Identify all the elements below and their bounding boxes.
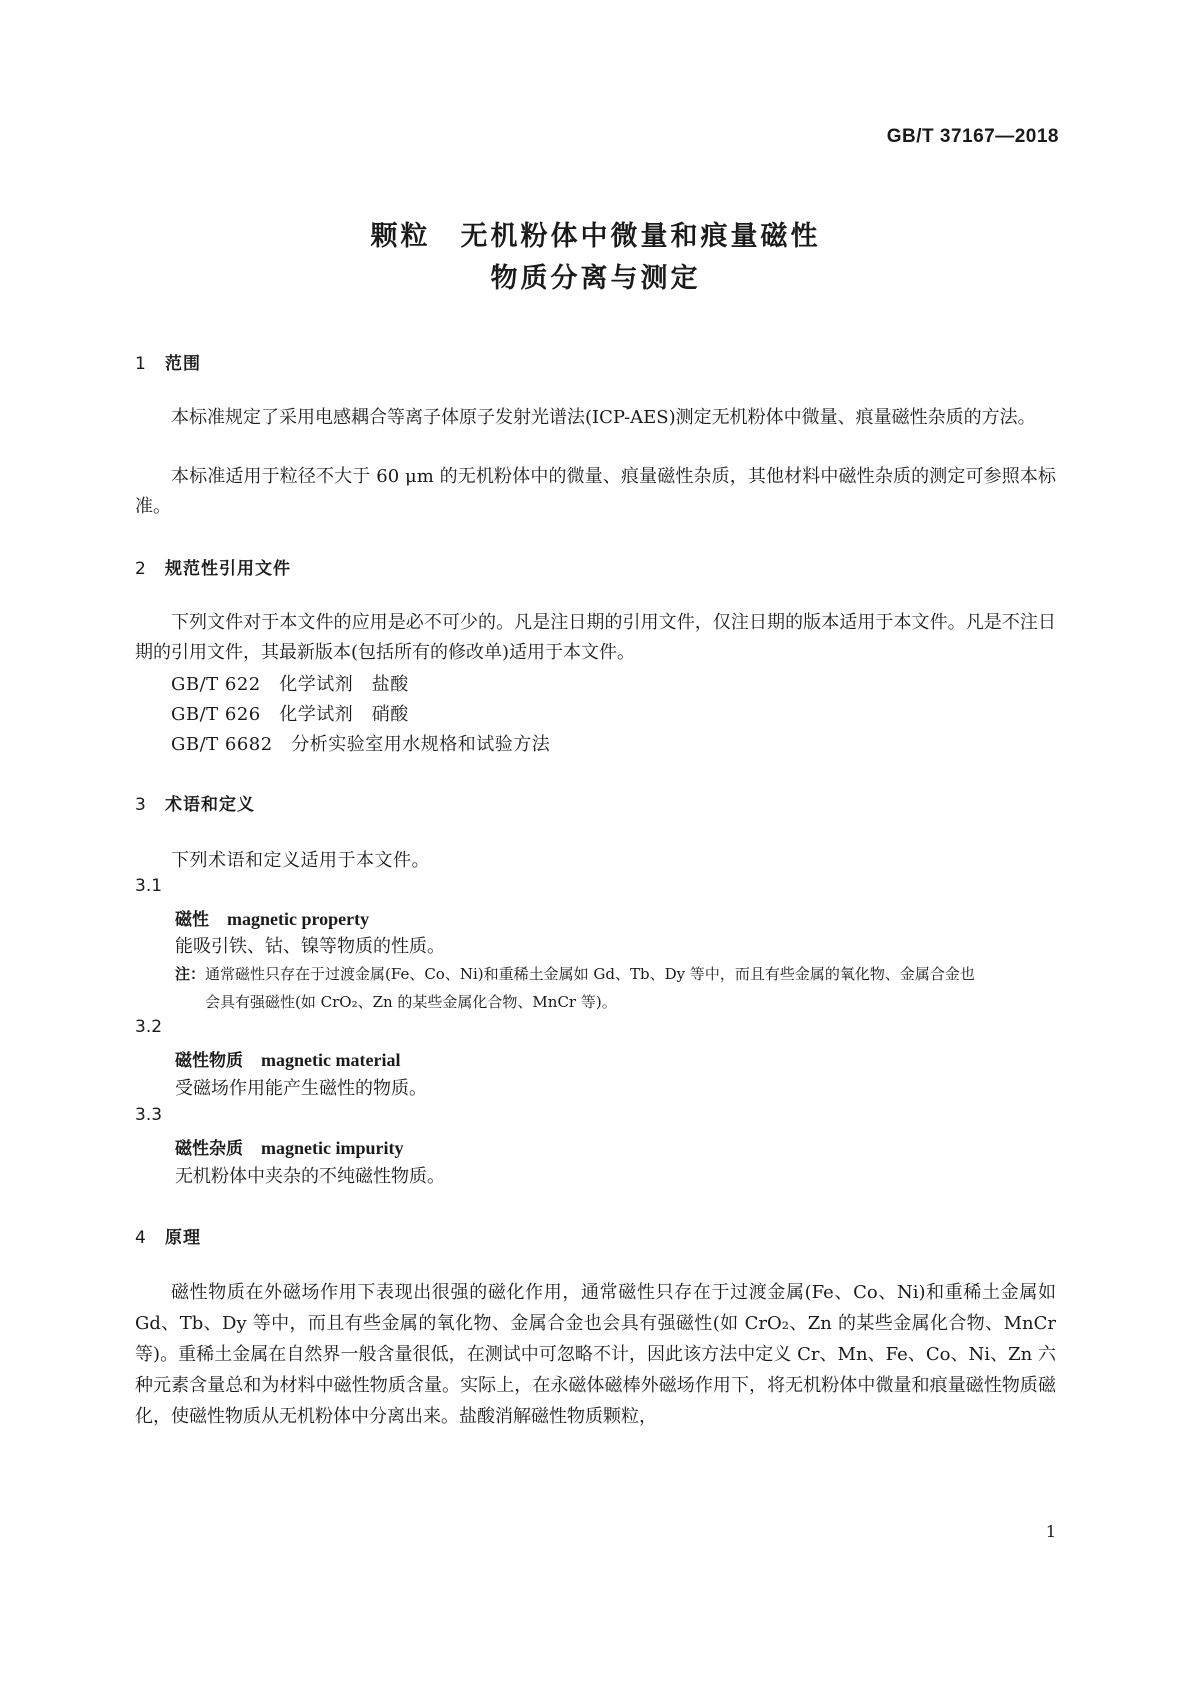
reference-item: GB/T 622 化学试剂 盐酸: [171, 674, 409, 695]
term-en: magnetic material: [261, 1050, 401, 1070]
section-title: 规范性引用文件: [165, 559, 291, 579]
term-heading: [175, 1046, 400, 1071]
section-4-heading: [135, 1223, 201, 1248]
note-label: 注：: [175, 965, 206, 983]
paragraph: 下列文件对于本文件的应用是必不可少的。凡是注日期的引用文件，仅注日期的版本适用于本文件。凡是不注日期的引用文件，其最新版本(包括所有的修改单)适用于本文件。: [135, 612, 1056, 663]
term-en: magnetic impurity: [261, 1138, 404, 1158]
term-number: 3.2: [135, 1017, 163, 1037]
term-definition: 无机粉体中夹杂的不纯磁性物质。: [175, 1166, 445, 1187]
term-zh: 磁性: [175, 910, 209, 930]
term-zh: 磁性物质: [175, 1051, 243, 1071]
section-number: 1: [135, 354, 147, 374]
section-2-heading: [135, 554, 291, 579]
reference-item: GB/T 626 化学试剂 硝酸: [171, 704, 409, 725]
term-definition: 受磁场作用能产生磁性的物质。: [175, 1078, 427, 1099]
term-number: 3.1: [135, 876, 163, 896]
note-text: 通常磁性只存在于过渡金属(Fe、Co、Ni)和重稀土金属如 Gd、Tb、Dy 等中，而且有些金属的氧化物、金属合金也: [205, 965, 975, 983]
term-heading: [175, 905, 369, 930]
term-definition: 能吸引铁、钴、镍等物质的性质。: [175, 936, 445, 957]
reference-item: GB/T 6682 分析实验室用水规格和试验方法: [171, 734, 551, 755]
section-3-heading: [135, 790, 255, 815]
standard-code: GB/T 37167—2018: [886, 126, 1059, 147]
paragraph: 磁性物质在外磁场作用下表现出很强的磁化作用，通常磁性只存在于过渡金属(Fe、Co、Ni)和重稀土金属如 Gd、Tb、Dy 等中，而且有些金属的氧化物、金属合金也会具有强磁性(如 CrO₂、Zn 的某些金属化合物、MnCr 等)。重稀土金属在自然界一般含量很低，在测试中可忽略不计，因此该方法中定义 Cr、Mn、Fe、Co、Ni、Zn 六种元素含量总和为材料中磁性物质含量。实际上，在永磁体磁棒外磁场作用下，将无机粉体中微量和痕量磁性物质磁化，使磁性物质从无机粉体中分离出来。盐酸消解磁性物质颗粒，: [135, 1282, 1056, 1427]
term-zh: 磁性杂质: [175, 1139, 243, 1159]
document-title-line-2: 物质分离与测定: [490, 263, 701, 294]
section-1-heading: [135, 349, 201, 374]
term-note: [175, 960, 1055, 1016]
section-title: 原理: [165, 1228, 201, 1248]
section-title: 术语和定义: [165, 795, 255, 815]
term-heading: [175, 1134, 403, 1159]
term-number: 3.3: [135, 1105, 163, 1125]
paragraph: 本标准适用于粒径不大于 60 μm 的无机粉体中的微量、痕量磁性杂质，其他材料中磁性杂质的测定可参照本标准。: [135, 466, 1056, 517]
page-number: 1: [1045, 1522, 1056, 1541]
section-number: 4: [135, 1228, 147, 1248]
section-number: 2: [135, 559, 147, 579]
note-text: 会具有强磁性(如 CrO₂、Zn 的某些金属化合物、MnCr 等)。: [205, 993, 617, 1011]
section-title: 范围: [165, 354, 201, 374]
document-title-line-1: 颗粒 无机粉体中微量和痕量磁性: [370, 221, 821, 252]
paragraph: 下列术语和定义适用于本文件。: [171, 850, 430, 871]
term-en: magnetic property: [227, 909, 370, 929]
section-number: 3: [135, 795, 147, 815]
paragraph: 本标准规定了采用电感耦合等离子体原子发射光谱法(ICP-AES)测定无机粉体中微量、痕量磁性杂质的方法。: [171, 407, 1036, 428]
